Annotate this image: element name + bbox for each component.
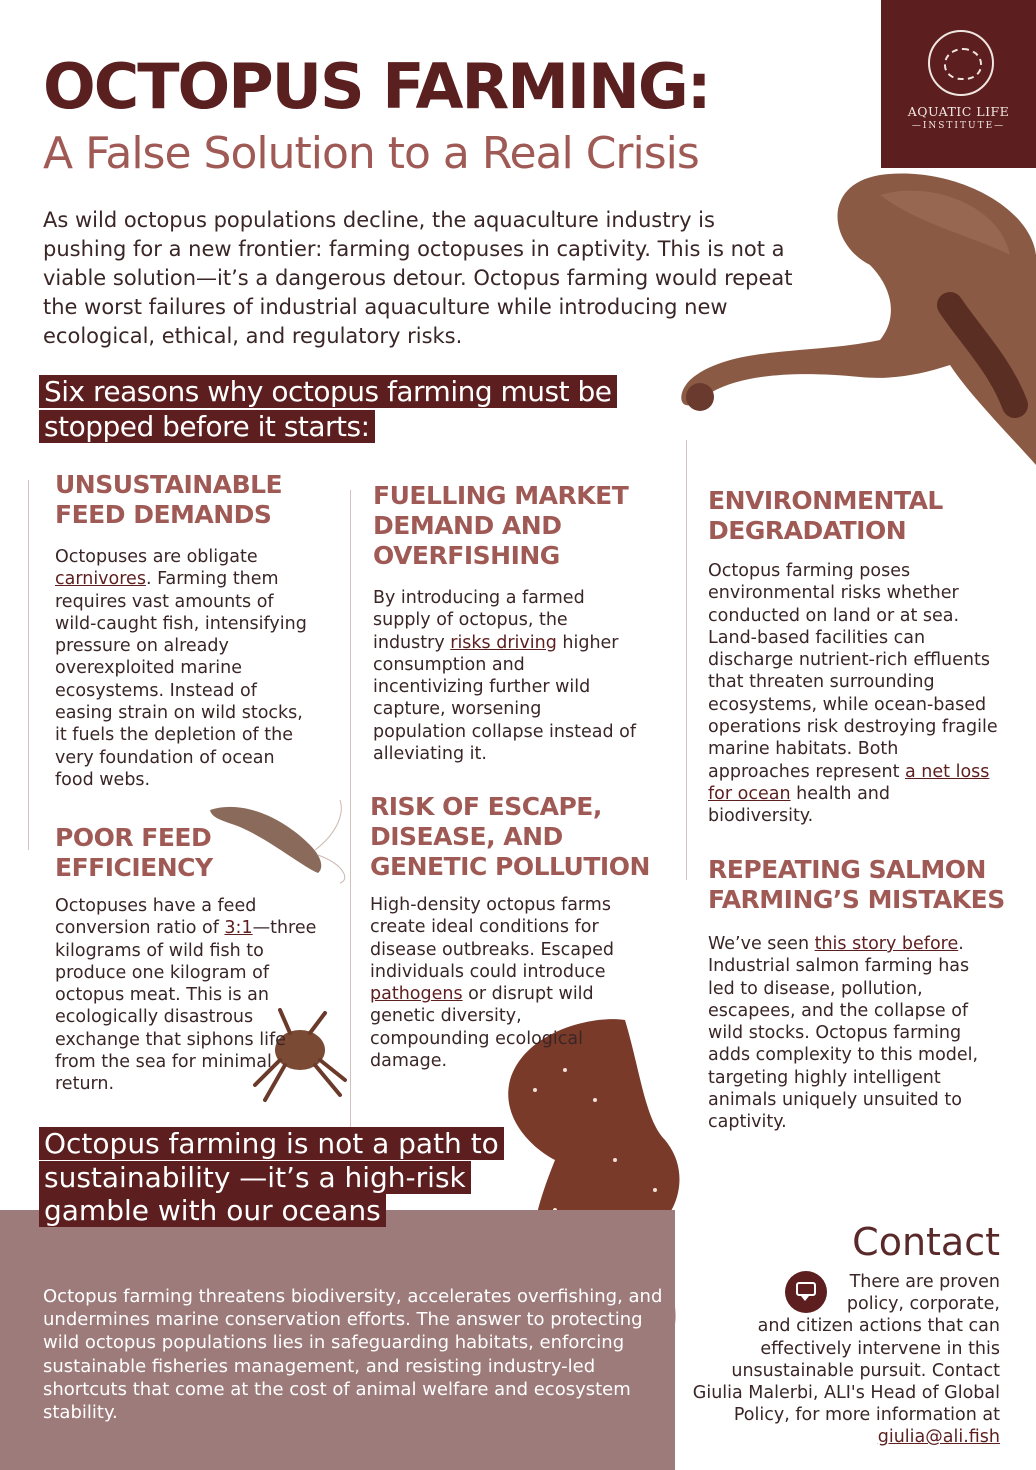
contact-body: There are proven policy, corporate, and citizen actions that can effectively intervene in this unsustainable pursuit. Contact Giulia Malerbi, ALI's Head of Global Policy, for more information at giulia@ali.fish: [692, 1272, 1000, 1448]
section-heading: ENVIRONMENTAL DEGRADATION: [708, 486, 943, 545]
net-loss-link[interactable]: a net loss for ocean: [708, 761, 990, 804]
section-feed-demands: [55, 470, 315, 791]
carnivores-link[interactable]: carnivores: [55, 569, 146, 590]
logo-subtext: —INSTITUTE—: [911, 121, 1006, 131]
section-text: By introducing a farmed supply of octopus, the industry risks driving higher consumption and incentivizing further wild capture, worsening population collapse instead of alleviating it.: [373, 588, 636, 765]
column-divider: [350, 490, 351, 1150]
contact-heading: Contact: [852, 1220, 1000, 1264]
logo-text: AQUATIC LIFE: [907, 104, 1010, 119]
section-text: Octopuses are obligate carnivores. Farming them requires vast amounts of wild-caught fish, intensifying pressure on already overexploited marine ecosystems. Instead of easing strain on wild stocks, it fuels the depletion of the very foundation of ocean food webs.: [55, 547, 307, 790]
closing-paragraph: Octopus farming threatens biodiversity, accelerates overfishing, and undermines marine conservation efforts. The answer to protecting wild octopus populations lies in safeguarding habitats, enforcing sustainable fisheries management, and resisting industry-led shortcuts that come at the cost of animal welfare and ecosystem stability.: [43, 1286, 663, 1424]
pathogens-link[interactable]: pathogens: [370, 984, 463, 1005]
section-escape-disease: [370, 792, 650, 1072]
section-environmental: [708, 486, 1008, 828]
section-salmon: [708, 855, 1008, 1134]
logo-block: [881, 0, 1036, 168]
section-text: We’ve seen this story before. Industrial salmon farming has led to disease, pollution, escapees, and the collapse of wild stocks. Octopus farming adds complexity to this model, targeting highly intelligent animals uniquely unsuited to captivity.: [708, 934, 979, 1133]
ratio-link[interactable]: 3:1: [224, 918, 253, 939]
section-text: High-density octopus farms create ideal conditions for disease outbreaks. Escaped individuals could introduce pathogens or disrupt wild genetic diversity, compounding ecological damage.: [370, 895, 614, 1072]
reasons-banner: Six reasons why octopus farming must be stopped before it starts:: [39, 374, 619, 444]
section-feed-efficiency: [55, 823, 325, 1096]
page-title: OCTOPUS FARMING:: [43, 50, 710, 123]
intro-paragraph: As wild octopus populations decline, the aquaculture industry is pushing for a new frontier: farming octopuses in captivity. This is not a viable solution—it’s a dangerous detour. Octopus farming would repeat the worst failures of industrial aquaculture while introducing new ecological, ethical, and regulatory risks.: [43, 208, 793, 348]
page-subtitle: A False Solution to a Real Crisis: [43, 128, 699, 179]
section-heading: POOR FEED EFFICIENCY: [55, 823, 213, 882]
logo-emblem-icon: [928, 30, 994, 96]
section-heading: REPEATING SALMON FARMING’S MISTAKES: [708, 855, 1005, 914]
column-divider: [28, 480, 29, 850]
section-heading: FUELLING MARKET DEMAND AND OVERFISHING: [373, 481, 629, 570]
story-before-link[interactable]: this story before: [814, 934, 959, 954]
octopus-illustration: [670, 165, 1036, 465]
risks-driving-link[interactable]: risks driving: [450, 632, 557, 653]
closing-banner: Octopus farming is not a path to sustainability —it’s a high-risk gamble with our oceans: [39, 1127, 499, 1228]
section-text: Octopuses have a feed conversion ratio of 3:1—three kilograms of wild fish to produce one kilogram of octopus meat. This is an ecologically disastrous exchange that siphons life from the sea for minimal return.: [55, 896, 317, 1095]
section-text: Octopus farming poses environmental risks whether conducted on land or at sea. Land-based facilities can discharge nutrient-rich effluents that threaten surrounding ecosystems, while ocean-based operations risk destroying fragile marine habitats. Both approaches represent a net loss for ocean health and biodiversity.: [708, 561, 998, 827]
section-market-demand: [373, 481, 638, 765]
section-heading: UNSUSTAINABLE FEED DEMANDS: [55, 470, 283, 529]
column-divider: [686, 440, 687, 880]
section-heading: RISK OF ESCAPE, DISEASE, AND GENETIC POLLUTION: [370, 792, 650, 881]
email-link[interactable]: giulia@ali.fish: [877, 1427, 1000, 1448]
